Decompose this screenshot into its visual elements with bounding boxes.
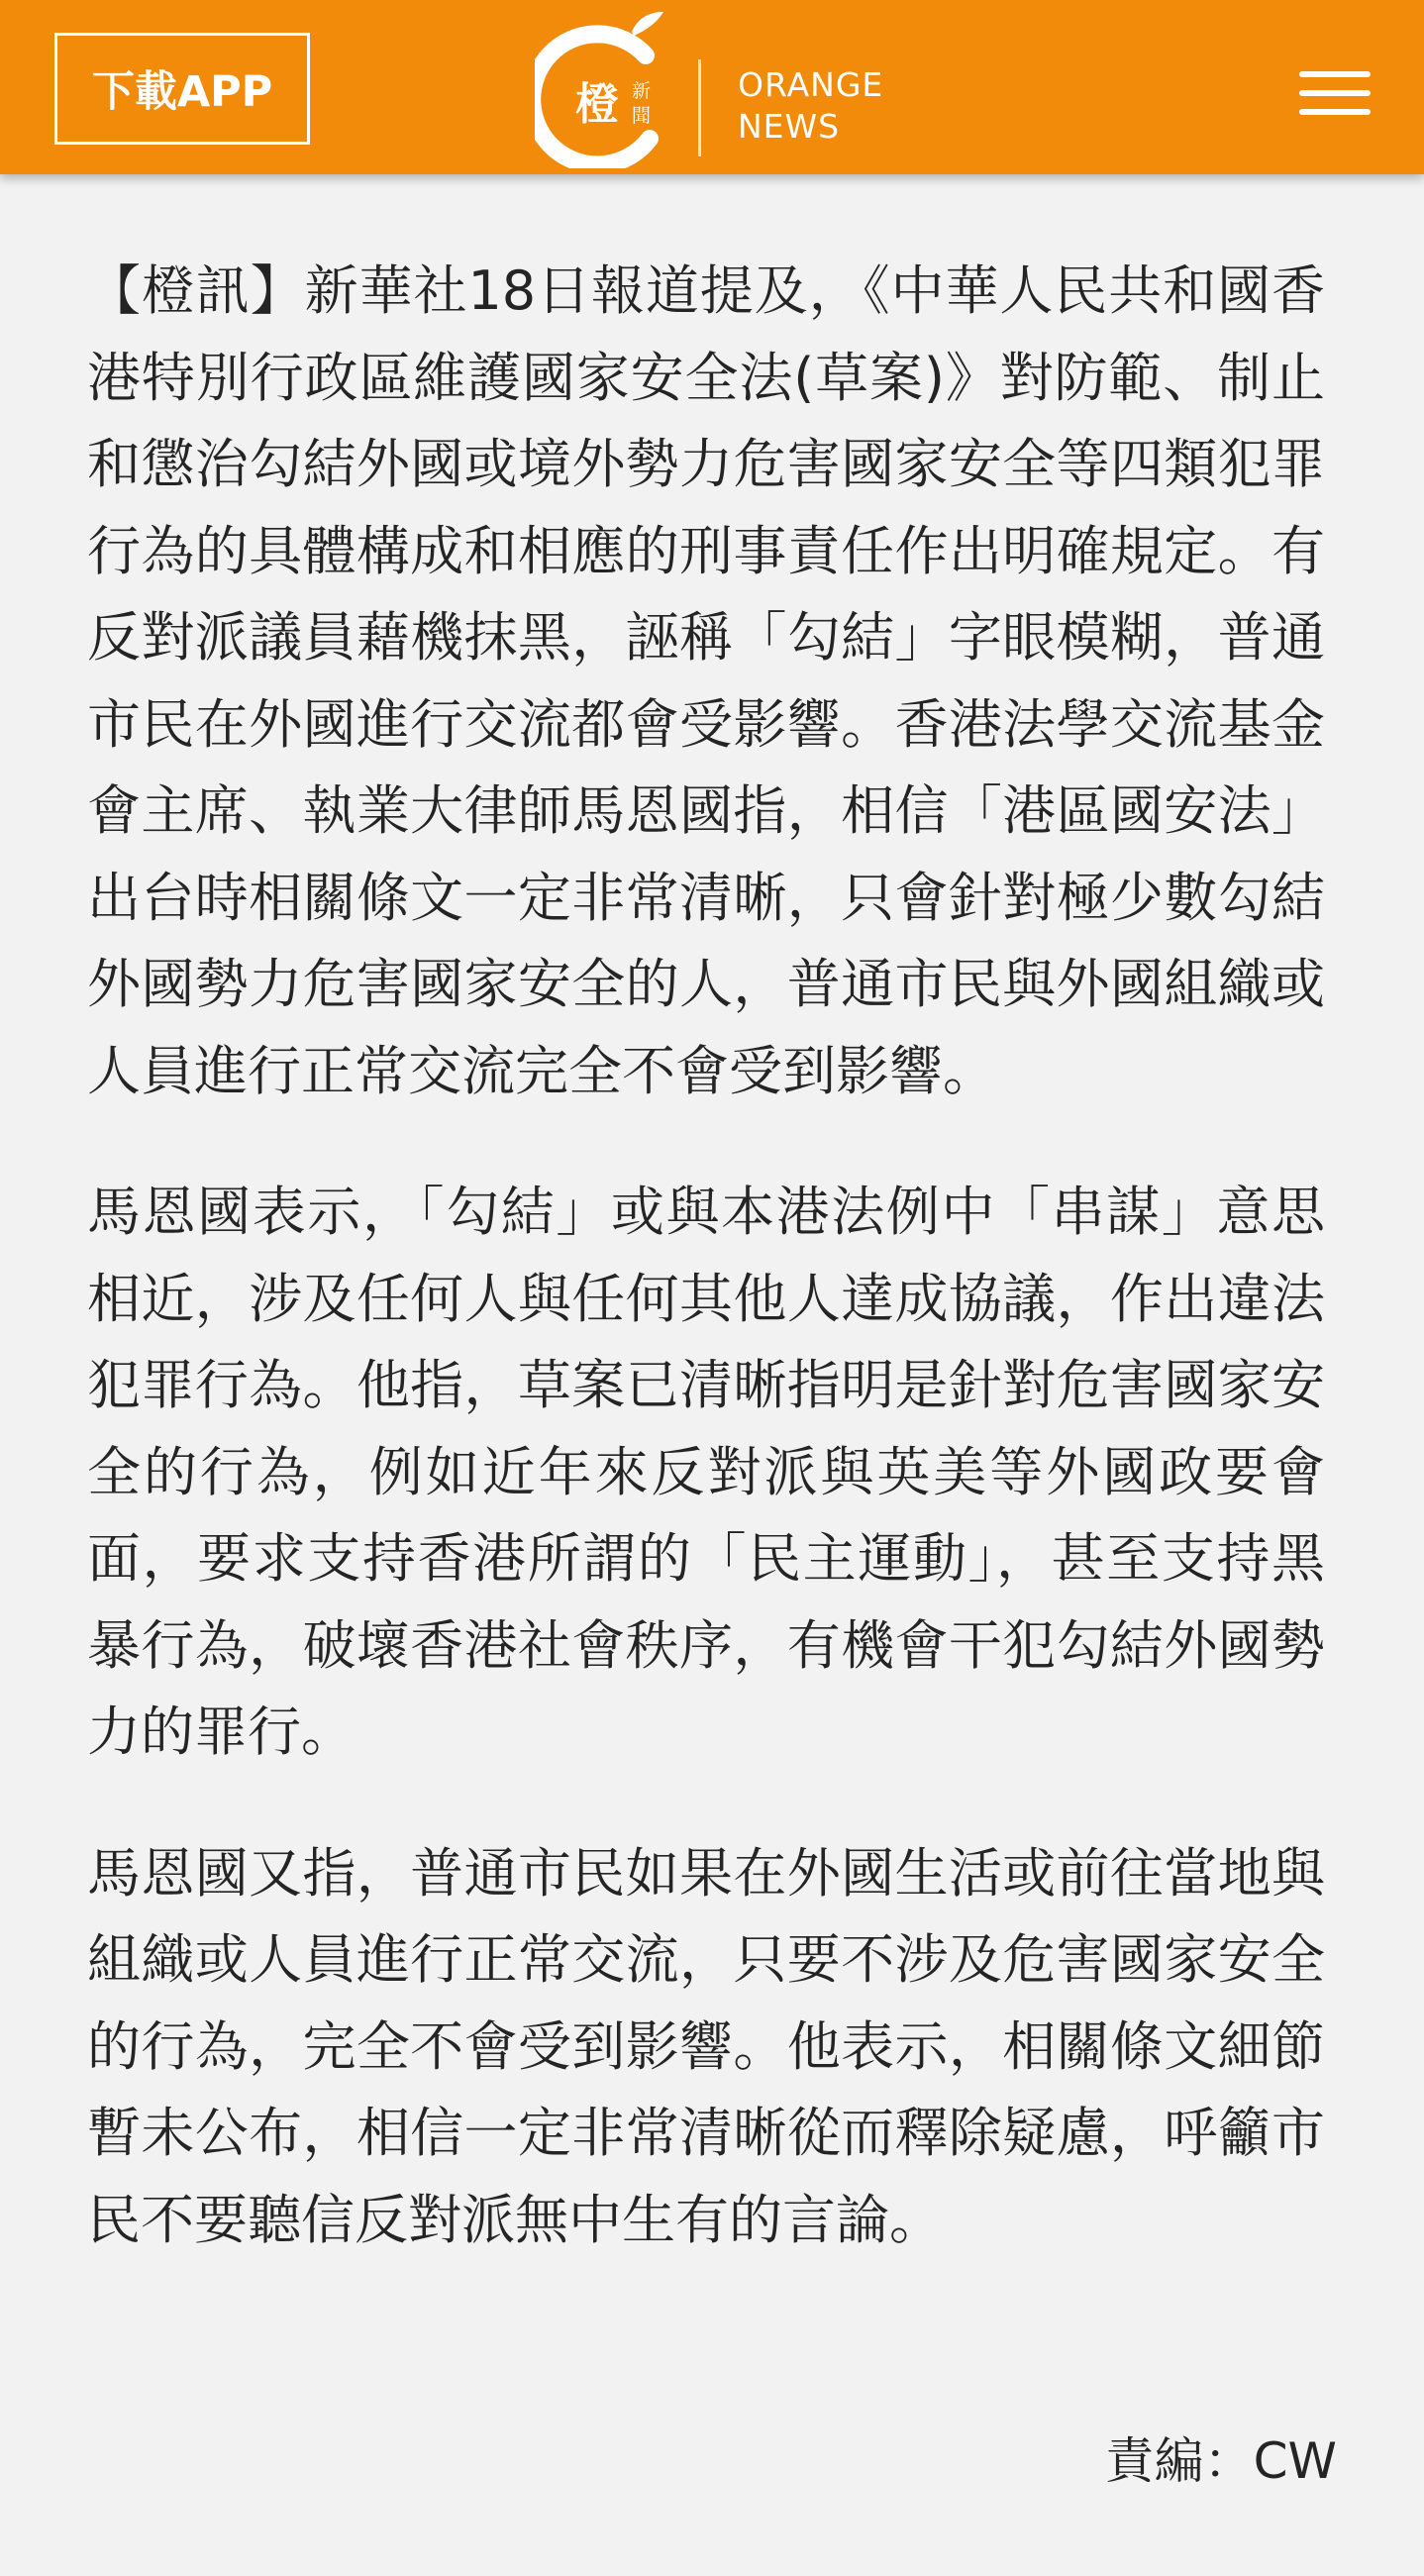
logo-mark-sub-1: 新 [632,80,652,102]
logo-brand-line2: NEWS [738,107,841,146]
article-paragraph: 馬恩國又指，普通市民如果在外國生活或前往當地與組織或人員進行正常交流，只要不涉及危害國家安全的行為，完全不會受到影響。他表示，相關條文細節暫未公布，相信一定非常清晰從而釋除疑慮，呼籲市民不要聽信反對派無中生有的言論。 [87,1841,1325,2251]
menu-bar-bottom [1299,109,1371,115]
article-body [87,248,1325,2318]
orange-news-logo[interactable] [535,10,891,168]
top-header [0,0,1424,174]
logo-brand-line1: ORANGE [738,65,884,104]
article-paragraph: 馬恩國表示，「勾結」或與本港法例中「串謀」意思相近，涉及任何人與任何其他人達成協議，作出違法犯罪行為。他指，草案已清晰指明是針對危害國家安全的行為，例如近年來反對派與英美等外國政要會面，要求支持香港所謂的「民主運動」，甚至支持黑暴行為，破壞香港社會秩序，有機會干犯勾結外國勢力的罪行。 [87,1181,1325,1763]
logo-mark-char: 橙 [575,79,619,130]
orange-logo-mark [535,10,703,168]
editor-credit: 責編：CW [1104,2432,1337,2490]
logo-divider [698,59,701,156]
hamburger-menu-icon[interactable] [1299,71,1371,115]
menu-bar-middle [1299,90,1371,96]
logo-mark-sub-2: 聞 [632,105,652,127]
article-paragraph: 【橙訊】新華社18日報道提及，《中華人民共和國香港特別行政區維護國家安全法(草案)》對防範、制止和懲治勾結外國或境外勢力危害國家安全等四類犯罪行為的具體構成和相應的刑事責任作出明確規定。有反對派議員藉機抹黑，誣稱「勾結」字眼模糊，普通市民在外國進行交流都會受影響。香港法學交流基金會主席、執業大律師馬恩國指，相信「港區國安法」出台時相關條文一定非常清晰，只會針對極少數勾結外國勢力危害國家安全的人，普通市民與外國組織或人員進行正常交流完全不會受到影響。 [87,259,1325,1102]
menu-bar-top [1299,71,1371,77]
logo-wordmark [738,64,883,148]
download-app-button[interactable]: 下載APP [54,33,310,145]
